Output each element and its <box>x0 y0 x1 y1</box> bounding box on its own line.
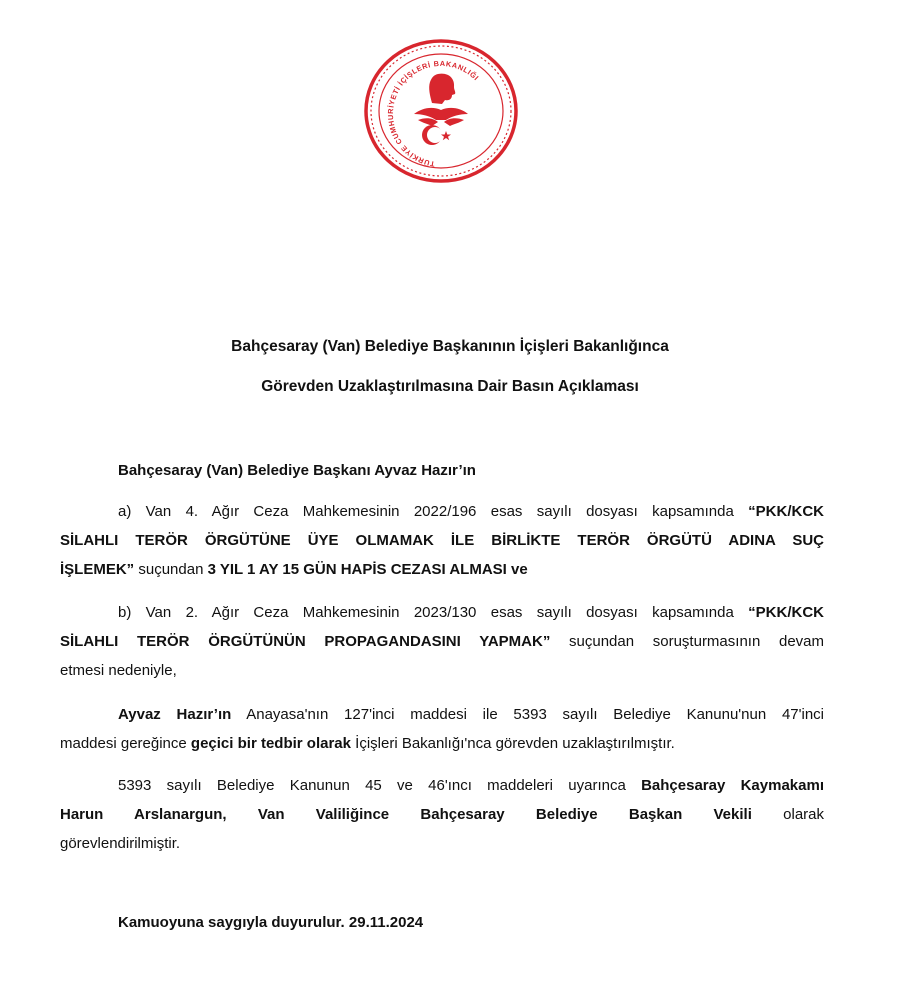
document-title-line-2: Görevden Uzaklaştırılmasına Dair Basın Açıklaması <box>261 378 639 395</box>
dismissal-text-1: Anayasa'nın 127'inci maddesi ile 5393 sayılı Belediye Kanunu'nun 47'inci <box>231 706 824 723</box>
mayor-name: Ayvaz Hazır’ın <box>118 706 232 723</box>
appointment-text-1: 5393 sayılı Belediye Kanunun 45 ve 46'ıncı maddeleri uyarınca <box>118 777 642 794</box>
seal-ring-text: TÜRKİYE CUMHURİYETİ İÇİŞLERİ BAKANLIĞI <box>385 58 481 169</box>
item-a-organization: “PKK/KCK <box>748 503 824 520</box>
item-b-text-2: suçundan soruşturmasının devam <box>550 633 825 650</box>
appointee-name: Harun Arslanargun, Van Valiliğince Bahçesaray Belediye Başkan Vekili <box>60 806 752 823</box>
item-b-charge: SİLAHLI TERÖR ÖRGÜTÜNÜN PROPAGANDASINI YAPMAK” <box>60 633 551 650</box>
appointment-paragraph <box>60 771 824 858</box>
closing-line: Kamuoyuna saygıyla duyurulur. 29.11.2024 <box>118 914 424 931</box>
item-b-paragraph <box>60 598 824 685</box>
item-a-charge: SİLAHLI TERÖR ÖRGÜTÜNE ÜYE OLMAMAK İLE BİRLİKTE TERÖR ÖRGÜTÜ ADINA SUÇ <box>60 532 824 549</box>
temporary-measure: geçici bir tedbir olarak <box>190 735 351 752</box>
dismissal-paragraph <box>60 700 824 758</box>
item-b-text-3: etmesi nedeniyle, <box>60 662 177 679</box>
item-a-paragraph <box>60 497 824 584</box>
dismissal-text-3: İçişleri Bakanlığı'nca görevden uzaklaştırılmıştır. <box>350 735 675 752</box>
appointee-title: Bahçesaray Kaymakamı <box>641 777 824 794</box>
item-b-organization: “PKK/KCK <box>748 604 824 621</box>
addressee-line: Bahçesaray (Van) Belediye Başkanı Ayvaz Hazır’ın <box>118 462 476 479</box>
item-a-text: a) Van 4. Ağır Ceza Mahkemesinin 2022/196 esas sayılı dosyası kapsamında <box>118 503 749 520</box>
dismissal-text-2: maddesi gereğince <box>60 735 191 752</box>
item-a-sentence: 3 YIL 1 AY 15 GÜN HAPİS CEZASI ALMASI ve <box>207 561 528 578</box>
appointment-text-3: görevlendirilmiştir. <box>60 835 181 852</box>
ministry-seal-logo <box>362 38 520 184</box>
item-a-charge-end: İŞLEMEK” <box>60 561 135 578</box>
item-a-text-2: suçundan <box>134 561 208 578</box>
appointment-text-2: olarak <box>751 806 824 823</box>
item-b-text: b) Van 2. Ağır Ceza Mahkemesinin 2023/130 esas sayılı dosyası kapsamında <box>118 604 749 621</box>
document-title-line-1: Bahçesaray (Van) Belediye Başkanının İçişleri Bakanlığınca <box>231 338 669 355</box>
